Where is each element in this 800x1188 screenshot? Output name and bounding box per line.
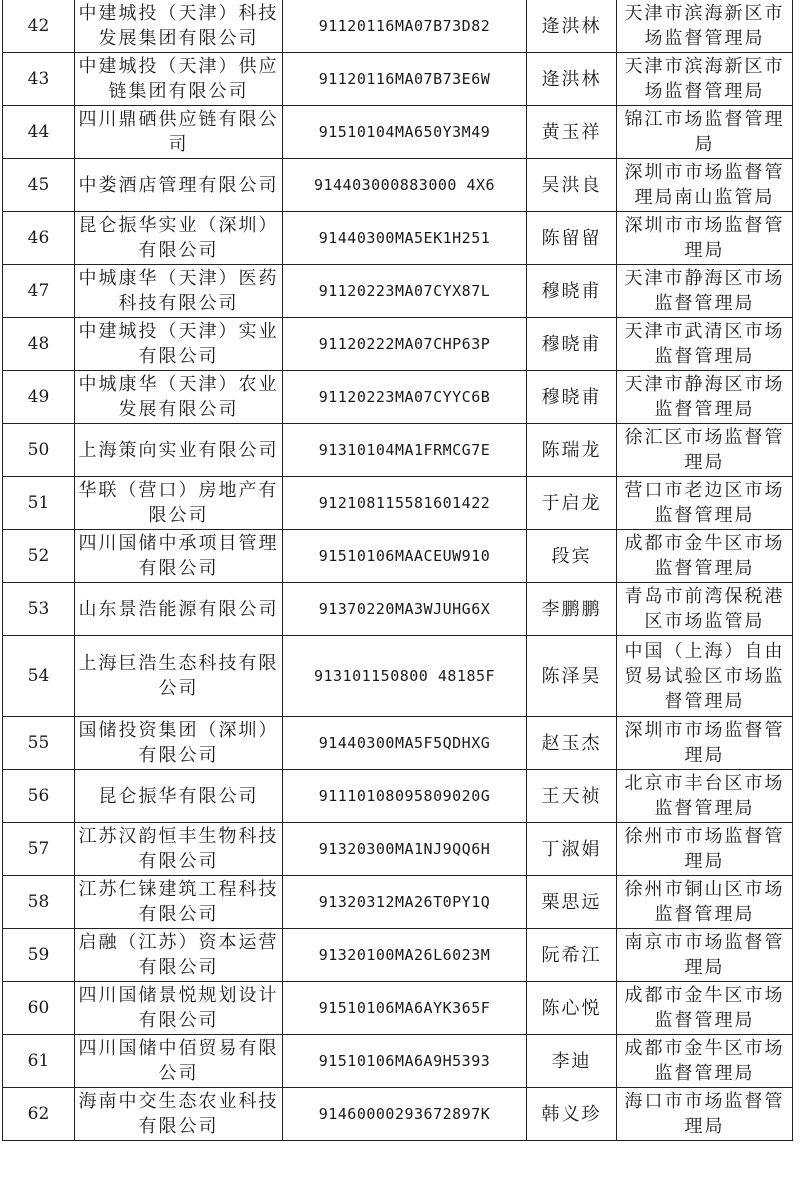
company-name: 四川国储中佰贸易有限公司 [75, 1035, 283, 1088]
row-number: 51 [3, 477, 75, 530]
credit-code: 91120116MA07B73E6W [283, 53, 527, 106]
row-number: 45 [3, 159, 75, 212]
legal-representative: 李鹏鹏 [527, 583, 617, 636]
row-number: 55 [3, 717, 75, 770]
credit-code: 912108115581601422 [283, 477, 527, 530]
legal-representative: 陈留留 [527, 212, 617, 265]
credit-code: 91510106MAACEUW910 [283, 530, 527, 583]
registration-authority: 徐州市铜山区市场监督管理局 [617, 876, 793, 929]
credit-code: 91510106MA6A9H5393 [283, 1035, 527, 1088]
registration-authority: 天津市静海区市场监督管理局 [617, 265, 793, 318]
table-row [3, 159, 793, 212]
table-row [3, 1088, 793, 1141]
legal-representative: 穆晓甫 [527, 265, 617, 318]
registration-authority: 天津市滨海新区市场监督管理局 [617, 0, 793, 53]
table-row [3, 424, 793, 477]
company-name: 华联（营口）房地产有限公司 [75, 477, 283, 530]
legal-representative: 穆晓甫 [527, 318, 617, 371]
company-name: 启融（江苏）资本运营有限公司 [75, 929, 283, 982]
credit-code: 91320100MA26L6023M [283, 929, 527, 982]
credit-code: 91460000293672897K [283, 1088, 527, 1141]
registration-authority: 成都市金牛区市场监督管理局 [617, 982, 793, 1035]
company-name: 江苏仁铼建筑工程科技有限公司 [75, 876, 283, 929]
row-number: 44 [3, 106, 75, 159]
company-name: 中建城投（天津）供应链集团有限公司 [75, 53, 283, 106]
table-row [3, 876, 793, 929]
company-name: 中建城投（天津）实业有限公司 [75, 318, 283, 371]
table-row [3, 823, 793, 876]
table-row [3, 929, 793, 982]
table-row [3, 583, 793, 636]
legal-representative: 韩义珍 [527, 1088, 617, 1141]
legal-representative: 陈瑞龙 [527, 424, 617, 477]
table-row [3, 982, 793, 1035]
credit-code: 91320300MA1NJ9QQ6H [283, 823, 527, 876]
credit-code: 91110108095809020G [283, 770, 527, 823]
company-name: 四川鼎硒供应链有限公司 [75, 106, 283, 159]
table-row [3, 717, 793, 770]
table-row [3, 318, 793, 371]
row-number: 62 [3, 1088, 75, 1141]
table-row [3, 1035, 793, 1088]
row-number: 50 [3, 424, 75, 477]
legal-representative: 栗思远 [527, 876, 617, 929]
registration-authority: 深圳市市场监督管理局 [617, 717, 793, 770]
company-name: 上海策向实业有限公司 [75, 424, 283, 477]
table-row [3, 0, 793, 53]
row-number: 58 [3, 876, 75, 929]
registration-authority: 天津市静海区市场监督管理局 [617, 371, 793, 424]
company-name: 中城康华（天津）医药科技有限公司 [75, 265, 283, 318]
row-number: 54 [3, 636, 75, 717]
company-name: 四川国储中承项目管理有限公司 [75, 530, 283, 583]
legal-representative: 阮希江 [527, 929, 617, 982]
registration-authority: 锦江市场监督管理局 [617, 106, 793, 159]
credit-code: 91440300MA5F5QDHXG [283, 717, 527, 770]
registration-authority: 北京市丰台区市场监督管理局 [617, 770, 793, 823]
table-row [3, 53, 793, 106]
legal-representative: 赵玉杰 [527, 717, 617, 770]
credit-code: 914403000883000 4X6 [283, 159, 527, 212]
company-name: 海南中交生态农业科技有限公司 [75, 1088, 283, 1141]
registration-authority: 徐汇区市场监督管理局 [617, 424, 793, 477]
row-number: 59 [3, 929, 75, 982]
legal-representative: 于启龙 [527, 477, 617, 530]
legal-representative: 段宾 [527, 530, 617, 583]
legal-representative: 穆晓甫 [527, 371, 617, 424]
table-row [3, 371, 793, 424]
company-name: 中娄酒店管理有限公司 [75, 159, 283, 212]
company-name: 中建城投（天津）科技发展集团有限公司 [75, 0, 283, 53]
company-name: 上海巨浩生态科技有限公司 [75, 636, 283, 717]
registration-authority: 深圳市市场监督管理局 [617, 212, 793, 265]
row-number: 53 [3, 583, 75, 636]
row-number: 61 [3, 1035, 75, 1088]
company-name: 昆仑振华有限公司 [75, 770, 283, 823]
legal-representative: 李迪 [527, 1035, 617, 1088]
row-number: 43 [3, 53, 75, 106]
registration-authority: 海口市市场监督管理局 [617, 1088, 793, 1141]
table-row [3, 636, 793, 717]
row-number: 49 [3, 371, 75, 424]
row-number: 56 [3, 770, 75, 823]
row-number: 60 [3, 982, 75, 1035]
credit-code: 91120223MA07CYYC6B [283, 371, 527, 424]
row-number: 57 [3, 823, 75, 876]
credit-code: 91370220MA3WJUHG6X [283, 583, 527, 636]
legal-representative: 王天祯 [527, 770, 617, 823]
table-row [3, 106, 793, 159]
legal-representative: 吴洪良 [527, 159, 617, 212]
registration-authority: 中国（上海）自由贸易试验区市场监督管理局 [617, 636, 793, 717]
company-name: 山东景浩能源有限公司 [75, 583, 283, 636]
table-row [3, 530, 793, 583]
row-number: 48 [3, 318, 75, 371]
company-registry-table [2, 0, 793, 1141]
credit-code: 91510106MA6AYK365F [283, 982, 527, 1035]
row-number: 46 [3, 212, 75, 265]
credit-code: 91310104MA1FRMCG7E [283, 424, 527, 477]
table-row [3, 212, 793, 265]
registration-authority: 深圳市市场监督管理局南山监管局 [617, 159, 793, 212]
company-name: 昆仑振华实业（深圳）有限公司 [75, 212, 283, 265]
row-number: 42 [3, 0, 75, 53]
legal-representative: 逄洪林 [527, 0, 617, 53]
registration-authority: 徐州市市场监督管理局 [617, 823, 793, 876]
table-row [3, 265, 793, 318]
credit-code: 91440300MA5EK1H251 [283, 212, 527, 265]
registration-authority: 青岛市前湾保税港区市场监管局 [617, 583, 793, 636]
credit-code: 91120223MA07CYX87L [283, 265, 527, 318]
registration-authority: 成都市金牛区市场监督管理局 [617, 530, 793, 583]
company-name: 四川国储景悦规划设计有限公司 [75, 982, 283, 1035]
row-number: 47 [3, 265, 75, 318]
legal-representative: 丁淑娟 [527, 823, 617, 876]
registration-authority: 营口市老边区市场监督管理局 [617, 477, 793, 530]
registration-authority: 天津市滨海新区市场监督管理局 [617, 53, 793, 106]
table-row [3, 477, 793, 530]
credit-code: 91120222MA07CHP63P [283, 318, 527, 371]
company-name: 中城康华（天津）农业发展有限公司 [75, 371, 283, 424]
table-row [3, 770, 793, 823]
legal-representative: 陈心悦 [527, 982, 617, 1035]
registration-authority: 天津市武清区市场监督管理局 [617, 318, 793, 371]
credit-code: 913101150800 48185F [283, 636, 527, 717]
registration-authority: 南京市市场监督管理局 [617, 929, 793, 982]
legal-representative: 黄玉祥 [527, 106, 617, 159]
credit-code: 91120116MA07B73D82 [283, 0, 527, 53]
company-name: 国储投资集团（深圳）有限公司 [75, 717, 283, 770]
company-name: 江苏汉韵恒丰生物科技有限公司 [75, 823, 283, 876]
legal-representative: 陈泽昊 [527, 636, 617, 717]
registration-authority: 成都市金牛区市场监督管理局 [617, 1035, 793, 1088]
credit-code: 91510104MA650Y3M49 [283, 106, 527, 159]
row-number: 52 [3, 530, 75, 583]
credit-code: 91320312MA26T0PY1Q [283, 876, 527, 929]
legal-representative: 逄洪林 [527, 53, 617, 106]
